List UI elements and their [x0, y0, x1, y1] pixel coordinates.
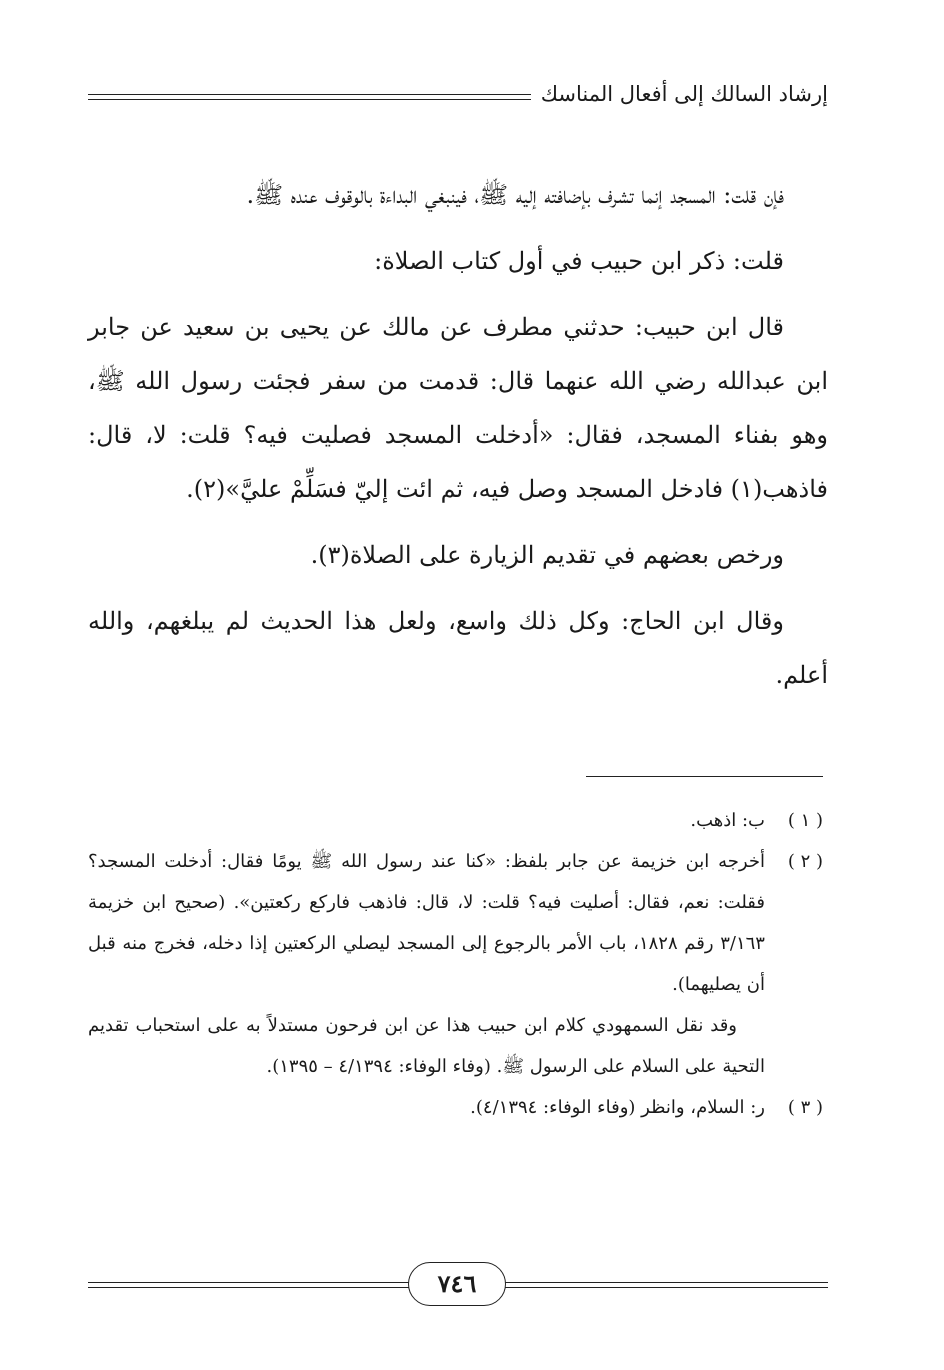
paragraph: ورخص بعضهم في تقديم الزيارة على الصلاة(٣).	[310, 541, 784, 569]
main-text	[88, 168, 828, 714]
paragraph: قلت: ذكر ابن حبيب في أول كتاب الصلاة:	[374, 247, 784, 275]
page-footer	[88, 1262, 828, 1312]
paragraph: فإن قلت: المسجد إنما تشرف بإضافته إليه ﷺ، فينبغي البداءة بالوقوف عنده ﷺ.	[246, 181, 784, 209]
footnote-number: ( ١ )	[787, 810, 823, 831]
header-title: إرشاد السالك إلى أفعال المناسك	[531, 82, 828, 106]
paragraph: قال ابن حبيب: حدثني مطرف عن مالك عن يحيى بن سعيد عن جابر ابن عبدالله رضي الله عنهما قال: قدمت من سفر فجئت رسول الله ﷺ، وهو بفناء المسجد، فقال: «أدخلت المسجد فصليت فيه؟ قلت: لا، قال: فاذهب(١) فادخل المسجد وصل فيه، ثم ائت إليّ فسَلِّمْ عليَّ»(٢).	[88, 313, 828, 503]
footnotes	[88, 800, 823, 1128]
footnote-number: ( ٢ )	[787, 851, 823, 872]
footnote-text: ب: اذهب.	[690, 810, 765, 831]
page-number: ٧٤٦	[408, 1262, 506, 1306]
footnote-separator	[586, 776, 823, 777]
footnote-item	[88, 800, 823, 841]
paragraph: وقال ابن الحاج: وكل ذلك واسع، ولعل هذا الحديث لم يبلغهم، والله أعلم.	[88, 607, 828, 689]
footnote-text: ر: السلام، وانظر (وفاء الوفاء: ٤/١٣٩٤).	[470, 1097, 765, 1118]
footnote-continuation: وقد نقل السمهودي كلام ابن حبيب هذا عن ابن فرحون مستدلاً به على استحباب تقديم التحية على السلام على الرسول ﷺ. (وفاء الوفاء: ٤/١٣٩٤ – ١٣٩٥).	[88, 1015, 765, 1077]
footnote-text: أخرجه ابن خزيمة عن جابر بلفظ: «كنا عند رسول الله ﷺ يومًا فقال: أدخلت المسجد؟ فقلت: نعم، فقال: أصليت فيه؟ قلت: لا، قال: فاذهب فاركع ركعتين». (صحيح ابن خزيمة ٣/١٦٣ رقم ١٨٢٨، باب الأمر بالرجوع إلى المسجد ليصلي الركعتين إذا دخله، فخرج منه قبل أن يصليهما).	[88, 851, 765, 995]
footnote-item	[88, 841, 823, 1087]
footnote-number: ( ٣ )	[787, 1097, 823, 1118]
footnote-item	[88, 1087, 823, 1128]
running-header	[88, 80, 828, 114]
